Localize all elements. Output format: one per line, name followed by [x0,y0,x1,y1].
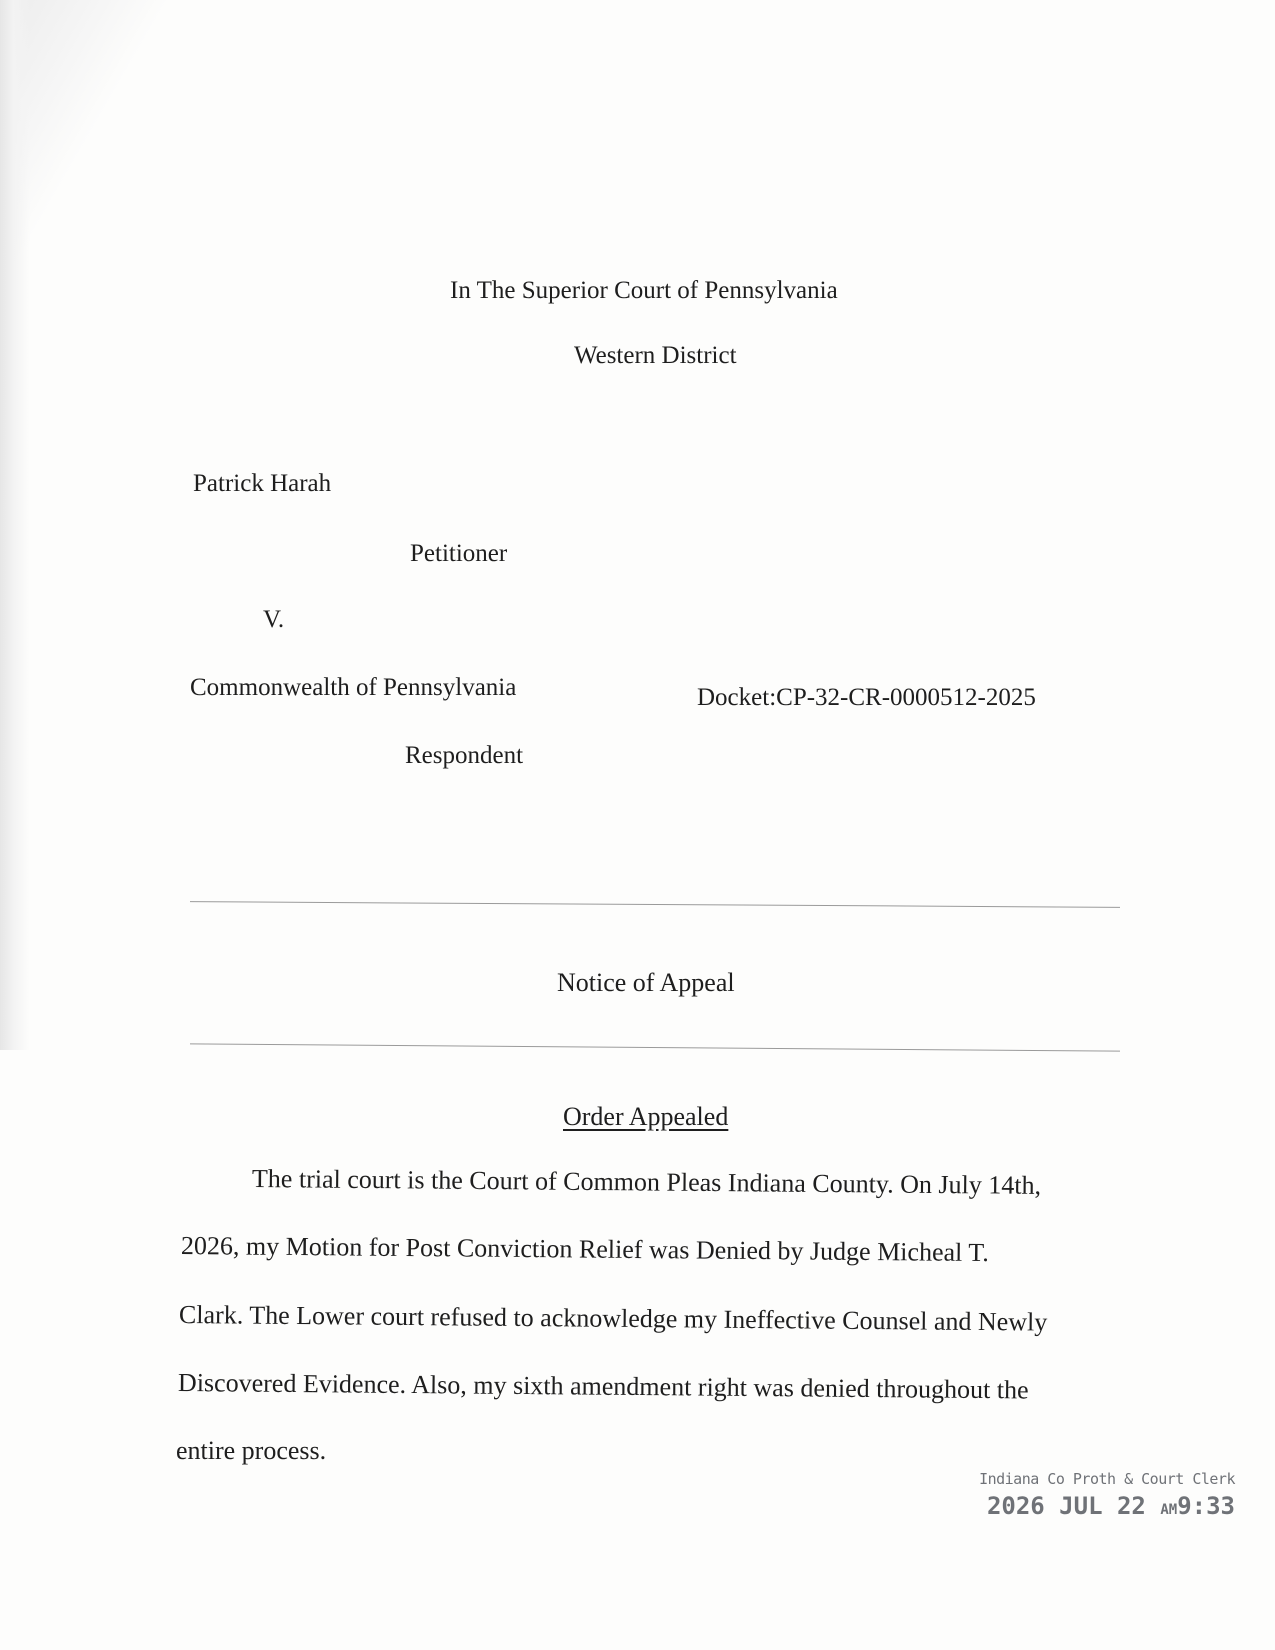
body-line: The trial court is the Court of Common Pleas Indiana County. On July 14th, [251,1164,1042,1200]
district-heading: Western District [574,342,737,369]
title-divider-bottom [190,1043,1120,1051]
docket-number: Docket:CP-32-CR-0000512-2025 [697,684,1036,711]
document-title: Notice of Appeal [557,968,735,997]
stamp-date: 2026 JUL 22 [986,1492,1146,1520]
scan-edge-shadow [0,0,30,1050]
petitioner-name: Patrick Harah [193,470,332,497]
body-line: Discovered Evidence. Also, my sixth amendment right was denied throughout the [177,1368,1029,1405]
body-line: 2026, my Motion for Post Conviction Relief was Denied by Judge Micheal T. [180,1231,989,1268]
respondent-name: Commonwealth of Pennsylvania [190,674,517,701]
title-divider-top [190,901,1120,908]
body-line: Clark. The Lower court refused to acknowledge my Ineffective Counsel and Newly [178,1300,1048,1337]
stamp-time: 9:33 [1177,1492,1235,1520]
petitioner-role: Petitioner [410,540,508,567]
stamp-datetime [979,1492,1235,1520]
respondent-role: Respondent [405,742,524,769]
body-line: entire process. [176,1436,327,1465]
stamp-office: Indiana Co Proth & Court Clerk [979,1470,1235,1488]
filing-stamp [979,1470,1235,1520]
court-heading: In The Superior Court of Pennsylvania [450,277,838,304]
versus-label: V. [263,606,285,633]
stamp-ampm: AM [1160,1502,1178,1518]
section-title: Order Appealed [563,1102,729,1131]
